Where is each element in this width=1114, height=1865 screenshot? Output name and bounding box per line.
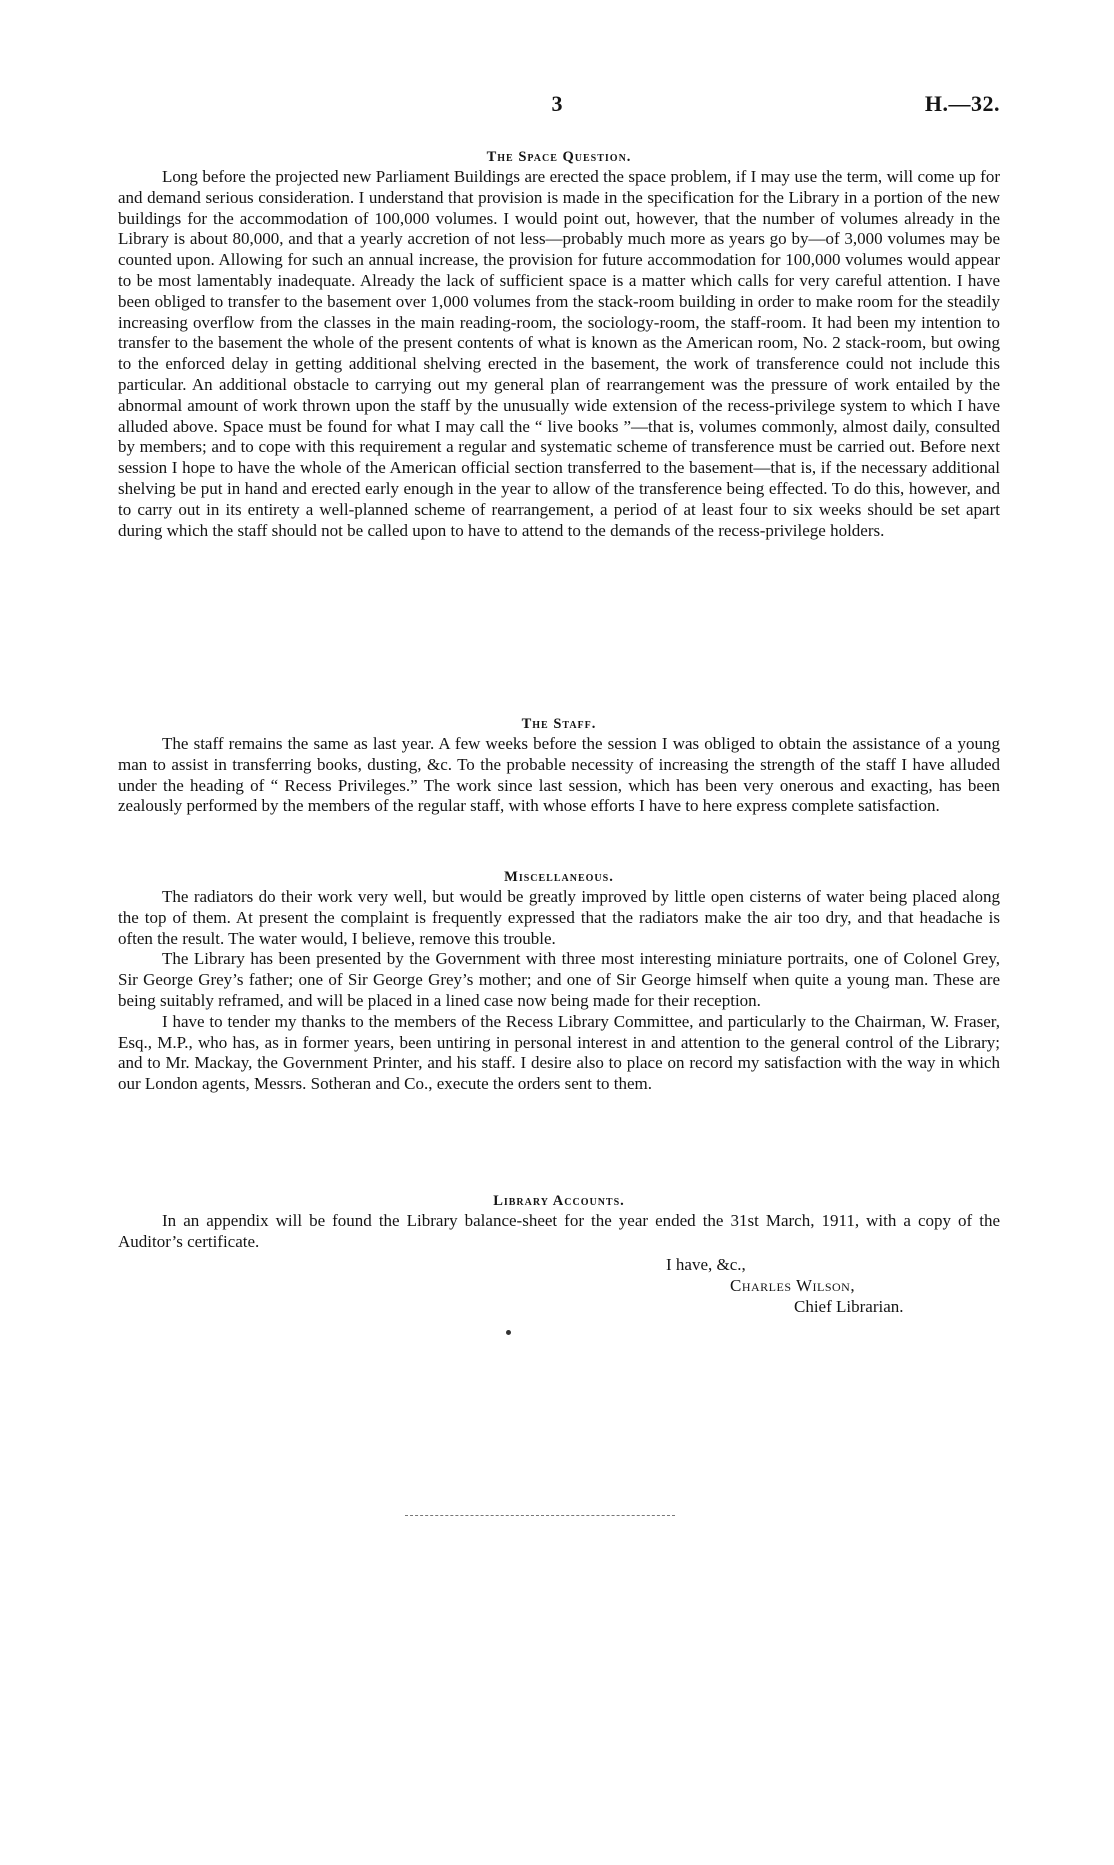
page-reference: H.—32.: [924, 91, 1000, 116]
signatory-title: Chief Librarian.: [794, 1296, 904, 1316]
paragraph: The Library has been presented by the Government with three most interesting miniature portraits, one of Colonel Grey, Sir George Grey’s father; one of Sir George Grey’s mother; and one of Sir George himself when quite a young man. These are being suitably reframed, and will be placed in a lined case now being made for their reception.: [118, 949, 1000, 1010]
section-space-question: [118, 147, 1000, 541]
paragraph: In an appendix will be found the Library balance-sheet for the year ended the 31st March, 1911, with a copy of the Auditor’s certificate.: [118, 1211, 1000, 1251]
ornament-dot: [506, 1330, 511, 1335]
section-heading: Miscellaneous.: [504, 869, 614, 885]
page-number: 3: [551, 91, 563, 116]
paragraph: Long before the projected new Parliament Buildings are erected the space problem, if I may use the term, will come up for and demand serious consideration. I understand that provision is made in the specification for the Library in a portion of the new buildings for the accommodation of 100,000 volumes. I would point out, however, that the number of volumes already in the Library is about 80,000, and that a yearly accretion of not less—probably much more as years go by—of 3,000 volumes may be counted upon. Allowing for such an annual increase, the provision for future accommodation for 100,000 volumes would appear to be most lamentably inadequate. Already the lack of sufficient space is a matter which calls for very careful attention. I have been obliged to transfer to the basement over 1,000 volumes from the stack-room building in order to make room for the steadily increasing overflow from the classes in the main reading-room, the sociology-room, the staff-room. It had been my intention to transfer to the basement the whole of the present contents of what is known as the American room, No. 2 stack-room, but owing to the enforced delay in getting additional shelving erected in the basement, the work of transference could not include this particular. An additional obstacle to carrying out my general plan of rearrangement was the pressure of work entailed by the abnormal amount of work thrown upon the staff by the unusually wide extension of the recess-privilege system to which I have alluded above. Space must be found for what I may call the “ live books ”—that is, volumes commonly, almost daily, consulted by members; and to cope with this requirement a regular and systematic scheme of transference must be carried out. Before next session I hope to have the whole of the American official section transferred to the basement—that is, if the necessary additional shelving be put in hand and erected early enough in the year to allow of the transference being effected. To do this, however, and to carry out in its entirety a well-planned scheme of rearrangement, a period of at least four to six weeks should be set apart during which the staff should not be called upon to have to attend to the demands of the recess-privilege holders.: [118, 167, 1000, 540]
section-staff: [118, 714, 1000, 817]
section-heading: Library Accounts.: [493, 1193, 625, 1209]
paragraph: I have to tender my thanks to the members of the Recess Library Committee, and particularly to the Chairman, W. Fraser, Esq., M.P., who has, as in former years, been untiring in personal interest in and attention to the general control of the Library; and to Mr. Mackay, the Government Printer, and his staff. I desire also to place on record my satisfaction with the way in which our London agents, Messrs. Sotheran and Co., execute the orders sent to them.: [118, 1011, 1000, 1094]
section-heading: The Space Question.: [486, 149, 632, 165]
signatory-name: Charles Wilson,: [730, 1275, 856, 1295]
section-miscellaneous: [118, 867, 1000, 1095]
signoff: [118, 1255, 1000, 1317]
section-heading: The Staff.: [521, 716, 597, 732]
paragraph: The staff remains the same as last year. A few weeks before the session I was obliged to obtain the assistance of a young man to assist in transferring books, dusting, &c. To the probable necessity of increasing the strength of the staff I have alluded under the heading of “ Recess Privileges.” The work since last session, which has been very onerous and exacting, has been zealously performed by the members of the regular staff, with whose efforts I have to here express complete satisfaction.: [118, 734, 1000, 816]
section-library-accounts: [118, 1191, 1000, 1253]
closing-rule: [405, 1515, 675, 1516]
paragraph: The radiators do their work very well, but would be greatly improved by little open cisterns of water being placed along the top of them. At present the complaint is frequently expressed that the radiators make the air too dry, and that headache is often the result. The water would, I believe, remove this trouble.: [118, 887, 1000, 948]
closing: I have, &c.,: [666, 1255, 746, 1274]
